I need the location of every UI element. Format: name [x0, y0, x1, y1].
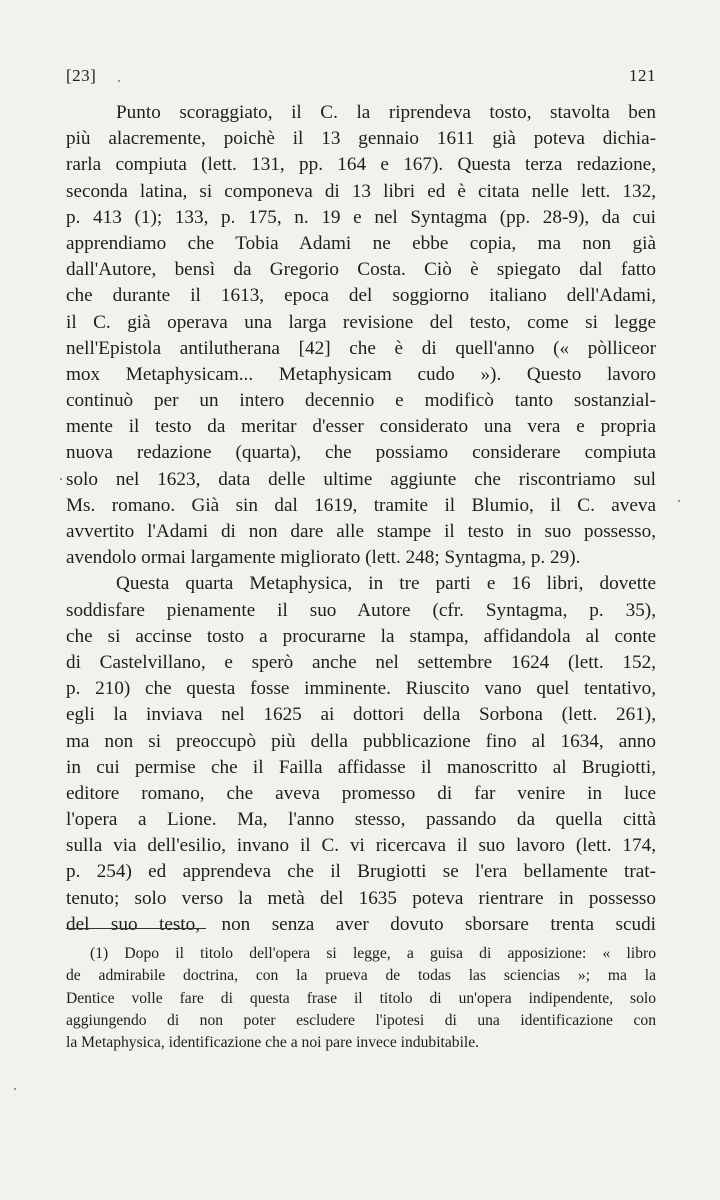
text-line: Punto scoraggiato, il C. la riprendeva tosto, stavolta ben: [116, 102, 656, 123]
footnote-line: de admirabile doctrina, con la prueva de todas las sciencias »; ma la: [66, 967, 656, 985]
text-line: solo nel 1623, data delle ultime aggiunte che riscontriamo sul: [66, 468, 656, 490]
text-line: mox Metaphysicam... Metaphysicam cudo »). Questo lavoro: [66, 363, 656, 385]
text-line: nell'Epistola antilutherana [42] che è di quell'anno (« pòlliceor: [66, 337, 656, 359]
text-line: Ms. romano. Già sin dal 1619, tramite il Blumio, il C. aveva: [66, 494, 656, 516]
footnote-line: Dentice volle fare di questa frase il titolo di un'opera indipendente, solo: [66, 989, 656, 1007]
running-head: [66, 66, 656, 86]
text-line: che durante il 1613, epoca del soggiorno italiano dell'Adami,: [66, 285, 656, 307]
paper-speck: [678, 500, 680, 502]
paper-speck: [60, 478, 62, 480]
text-line: soddisfare pienamente il suo Autore (cfr. Syntagma, p. 35),: [66, 599, 656, 621]
footnote-separator: [66, 928, 206, 929]
text-line: di Castelvillano, e sperò anche nel settembre 1624 (lett. 152,: [66, 651, 656, 673]
text-line: seconda latina, si componeva di 13 libri ed è citata nelle lett. 132,: [66, 180, 656, 202]
text-line: Questa quarta Metaphysica, in tre parti e 16 libri, dovette: [116, 573, 656, 595]
text-line: ma non si preoccupò più della pubblicazione fino al 1634, anno: [66, 730, 656, 752]
text-line: p. 210) che questa fosse imminente. Riuscito vano quel tentativo,: [66, 678, 656, 700]
footnote: [66, 943, 656, 1054]
text-line: in cui permise che il Failla affidasse il manoscritto al Brugiotti,: [66, 756, 656, 778]
text-line: che si accinse tosto a procurarne la stampa, affidandola al conte: [66, 625, 656, 647]
page-number: 121: [629, 66, 656, 85]
footnote-line: aggiungendo di non poter escludere l'ipotesi di una identificazione con: [66, 1011, 656, 1029]
text-line: del suo testo, non senza aver dovuto sborsare trenta scudi: [66, 913, 656, 935]
text-line: editore romano, che aveva promesso di far venire in luce: [66, 782, 656, 804]
paper-speck: [118, 80, 120, 82]
text-line: rarla compiuta (lett. 131, pp. 164 e 167). Questa terza redazione,: [66, 154, 656, 176]
text-line: tenuto; solo verso la metà del 1635 poteva rientrare in possesso: [66, 887, 656, 909]
text-line: avendolo ormai largamente migliorato (lett. 248; Syntagma, p. 29).: [66, 547, 581, 569]
text-line: l'opera a Lione. Ma, l'anno stesso, passando da quella città: [66, 809, 656, 831]
text-line: dall'Autore, bensì da Gregorio Costa. Ciò è spiegato dal fatto: [66, 259, 656, 281]
text-line: apprendiamo che Tobia Adami ne ebbe copia, ma non già: [66, 232, 656, 254]
main-text: [66, 100, 656, 938]
text-line: nuova redazione (quarta), che possiamo considerare compiuta: [66, 442, 656, 464]
text-line: avvertito l'Adami di non dare alle stampe il testo in suo possesso,: [66, 521, 656, 542]
text-line: il C. già operava una larga revisione del testo, come si legge: [66, 311, 656, 333]
text-line: p. 254) ed apprendeva che il Brugiotti se l'era bellamente trat-: [66, 861, 656, 883]
paper-speck: [14, 1088, 16, 1090]
text-line: egli la inviava nel 1625 ai dottori della Sorbona (lett. 261),: [66, 704, 656, 726]
page-reference: [23]: [66, 66, 97, 85]
text-line: p. 413 (1); 133, p. 175, n. 19 e nel Syntagma (pp. 28-9), da cui: [66, 206, 656, 228]
footnote-line: la Metaphysica, identificazione che a noi pare invece indubitabile.: [66, 1034, 480, 1052]
text-line: continuò per un intero decennio e modificò tanto sostanzial-: [66, 390, 656, 412]
footnote-line: (1) Dopo il titolo dell'opera si legge, a guisa di apposizione: « libro: [90, 945, 656, 962]
text-line: sulla via dell'esilio, invano il C. vi ricercava il suo lavoro (lett. 174,: [66, 835, 656, 857]
text-line: mente il testo da meritar d'esser considerato una vera e propria: [66, 416, 656, 438]
text-line: più alacremente, poichè il 13 gennaio 1611 già poteva dichia-: [66, 128, 656, 150]
